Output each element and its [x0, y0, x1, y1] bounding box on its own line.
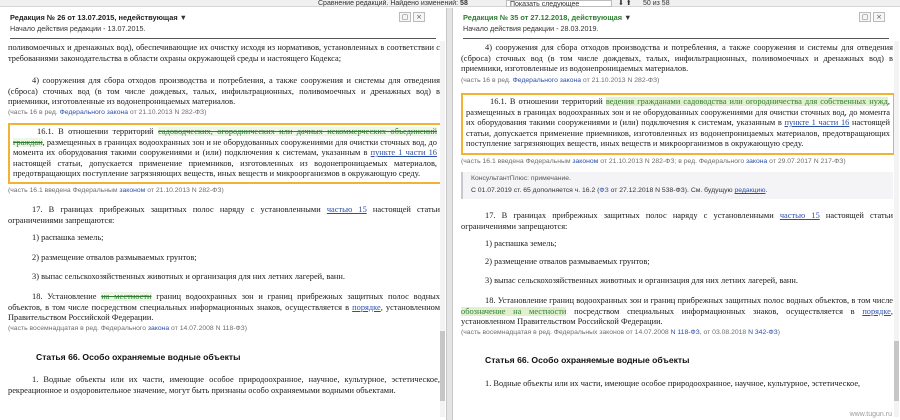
close-icon[interactable]: ×: [873, 12, 885, 22]
right-scrollbar[interactable]: [894, 41, 899, 417]
right-edition-header: [453, 8, 900, 40]
list-item: 3) выпас сельскохозяйственных животных и организация для них летних лагерей, ванн.: [485, 276, 798, 285]
highlighted-change-block: [8, 123, 442, 184]
left-scrollbar[interactable]: [440, 41, 445, 417]
paragraph: 4) сооружения для сбора отходов производства и потребления, а также сооружения и системы для отведения (сброса) сточных вод (в том числе дождевых, талых, инфильтрационных, поливомоечных и дренажных вод) в приемники, изготовленные из водонепроницаемых материалов.: [8, 76, 440, 107]
scroll-thumb[interactable]: [440, 331, 445, 401]
edition-note: (часть восемнадцатая в ред. Федерального закона от 14.07.2008 N 118-ФЗ): [8, 325, 248, 332]
navigate-arrows-icon[interactable]: ⬇ ⬆: [618, 0, 632, 7]
law-link[interactable]: ФЗ: [599, 187, 609, 194]
panel-splitter[interactable]: [446, 8, 453, 420]
list-item: 1) распашка земель;: [32, 233, 104, 242]
right-edition-start: Начало действия редакции - 28.03.2019.: [463, 24, 599, 33]
deleted-text: на местности: [101, 292, 152, 301]
article-heading: Статья 66. Особо охраняемые водные объекты: [36, 352, 241, 362]
edition-note: (часть 16.1 введена Федеральным законом от 21.10.2013 N 282-ФЗ): [8, 187, 224, 194]
window-icon[interactable]: ▢: [859, 12, 871, 22]
scroll-thumb[interactable]: [894, 341, 899, 401]
paragraph-16-1: 16.1. В отношении территорий садоводческих, огороднических или дачных некоммерческих объединений граждан, размещенных в границах водоохранных зон и не оборудованных сооружениями для очистки сточных вод, до момента их оборудования такими сооружениями и (или) подключения к системам, указанным в пункте 1 части 16 настоящей статьи, допускается применение приемников, изготовленных из водонепроницаемых материалов, предотвращающих поступление загрязняющих веществ, иных веществ и микроорганизмов в окружающую среду.: [13, 127, 437, 179]
law-link[interactable]: закона: [147, 325, 170, 332]
consultant-note: [461, 172, 893, 199]
paragraph: поливомоечных и дренажных вод), обеспечивающие их очистку исходя из нормативов, установленных в соответствии с требованиями законодательства в области охраны окружающей среды и настоящего Кодекса;: [8, 43, 440, 63]
article-heading: Статья 66. Особо охраняемые водные объекты: [485, 355, 690, 365]
highlighted-change-block: [461, 93, 895, 155]
paragraph: 18. Установление на местности границ водоохранных зон и границ прибрежных защитных полос водных объектов, в том числе посредством специальных информационных знаков, осуществляется в порядке, установленном Правительством Российской Федерации.: [8, 292, 441, 323]
reference-link[interactable]: порядке: [862, 306, 891, 316]
left-edition-start: Начало действия редакции - 13.07.2015.: [10, 24, 146, 33]
inserted-text: ведения гражданами садоводства или огородничества для собственных нужд: [605, 97, 888, 106]
right-edition-panel: [453, 8, 900, 420]
law-link[interactable]: Федерального закона: [512, 77, 582, 84]
inserted-text: обозначение на местности: [461, 306, 567, 316]
edition-note: (часть 16 в ред. Федерального закона от 21.10.2013 N 282-ФЗ): [8, 109, 207, 116]
law-link[interactable]: N 118-ФЗ: [670, 329, 700, 336]
paragraph: 17. В границах прибрежных защитных полос наряду с установленными частью 15 настоящей статьи ограничениями запрещаются:: [461, 211, 894, 231]
reference-link[interactable]: пункте 1 части 16: [784, 118, 850, 128]
change-position: 50 из 58: [643, 0, 670, 7]
list-item: 2) размещение отвалов размываемых грунтов;: [485, 257, 650, 266]
left-edition-selector[interactable]: Редакция № 26 от 13.07.2015, недействующая ▼: [10, 13, 187, 22]
law-link[interactable]: Федерального закона: [59, 109, 129, 116]
reference-link[interactable]: пункте 1 части 16: [370, 148, 437, 158]
reference-link[interactable]: порядке: [352, 302, 381, 312]
list-item: 1) распашка земель;: [485, 239, 557, 248]
edition-note: (часть восемнадцатая в ред. Федеральных законов от 14.07.2008 N 118-ФЗ, от 03.08.2018 N 342-ФЗ): [461, 329, 781, 336]
edition-note: (часть 16.1 введена Федеральным законом от 21.10.2013 N 282-ФЗ; в ред. Федерального закона от 29.07.2017 N 217-ФЗ): [461, 158, 846, 165]
next-change-button[interactable]: Показать следующее: [506, 0, 612, 7]
right-edition-selector[interactable]: Редакция № 35 от 27.12.2018, действующая ▼: [463, 13, 632, 22]
deleted-text: садоводческих, огороднических или дачных некоммерческих объединений граждан: [13, 127, 437, 147]
edition-note: (часть 16 в ред. Федерального закона от 21.10.2013 N 282-ФЗ): [461, 77, 660, 84]
consultant-note-title: КонсультантПлюс: примечание.: [471, 175, 571, 182]
paragraph: 17. В границах прибрежных защитных полос наряду с установленными частью 15 настоящей статьи ограничениями запрещаются:: [8, 205, 441, 225]
list-item: 3) выпас сельскохозяйственных животных и организация для них летних лагерей, ванн.: [32, 272, 345, 281]
paragraph-16-1: 16.1. В отношении территорий ведения гражданами садоводства или огородничества для собственных нужд, размещенных в границах водоохранных зон и не оборудованных сооружениями для очистки сточных вод, до момента их оборудования такими сооружениями и (или) подключения к системам, указанным в пункте 1 части 16 настоящей статьи, допускается применение приемников, изготовленных из водонепроницаемых материалов, предотвращающих поступление загрязняющих веществ, иных веществ и микроорганизмов в окружающую среду.: [466, 97, 891, 149]
left-edition-panel: [0, 8, 446, 420]
chevron-down-icon[interactable]: ▼: [624, 13, 632, 22]
future-edition-link[interactable]: редакцию: [734, 187, 766, 194]
reference-link[interactable]: частью 15: [326, 205, 367, 214]
law-link[interactable]: законом: [572, 158, 599, 165]
paragraph: 18. Установление границ водоохранных зон и границ прибрежных защитных полос водных объектов, в том числе обозначение на местности посредством специальных информационных знаков, осуществляется в порядке, установленном Правительством Российской Федерации.: [461, 296, 893, 327]
consultant-note-text: С 01.07.2019 ст. 65 дополняется ч. 16.2 (ФЗ от 27.12.2018 N 538-ФЗ). См. будущую редакцию.: [471, 187, 768, 194]
header-divider: [463, 38, 889, 39]
paragraph: 4) сооружения для сбора отходов производства и потребления, а также сооружения и системы для отведения (сброса) сточных вод (в том числе дождевых, талых, инфильтрационных, поливомоечных и дренажных вод) в приемники, изготовленные из водонепроницаемых материалов.: [461, 43, 893, 74]
paragraph: 1. Водные объекты или их части, имеющие особое природоохранное, научное, культурное, эстетическое, рекреационное и оздоровительное значение, могут быть признаны особо охраняемыми водными объектами.: [8, 375, 440, 395]
chevron-down-icon[interactable]: ▼: [179, 13, 187, 22]
close-icon[interactable]: ×: [413, 12, 425, 22]
left-edition-header: [0, 8, 446, 40]
header-divider: [10, 38, 436, 39]
changes-found-label: Сравнение редакций. Найдено изменений: 58: [318, 0, 468, 7]
compare-toolbar: [0, 0, 900, 7]
law-link[interactable]: законом: [119, 187, 146, 194]
list-item: 2) размещение отвалов размываемых грунтов;: [32, 253, 197, 262]
paragraph: 1. Водные объекты или их части, имеющие особое природоохранное, научное, культурное, эстетическое,: [485, 379, 861, 388]
reference-link[interactable]: частью 15: [779, 211, 820, 220]
law-link[interactable]: N 342-ФЗ: [748, 329, 778, 336]
window-icon[interactable]: ▢: [399, 12, 411, 22]
law-link[interactable]: закона: [746, 158, 768, 165]
watermark: www.tugun.ru: [849, 411, 892, 418]
changes-count: 58: [460, 0, 468, 7]
